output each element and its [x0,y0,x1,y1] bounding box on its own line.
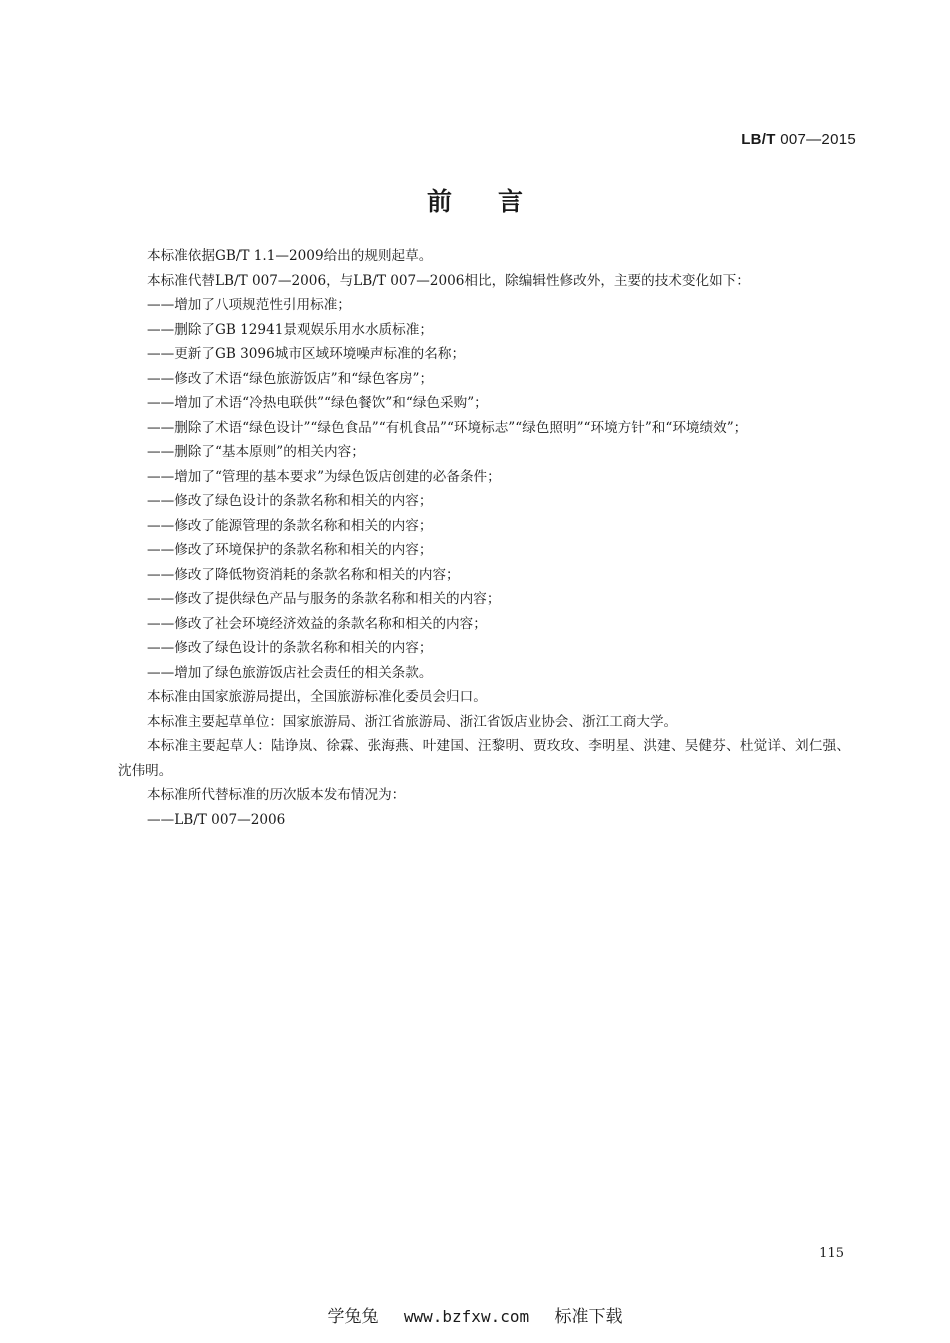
standard-code [741,131,856,148]
footer-site-name: 学兔兔 [327,1307,379,1327]
page-title: 前言 [426,187,569,216]
paragraph: 本标准主要起草人：陆诤岚、徐霖、张海燕、叶建国、汪黎明、贾玫玫、李明星、洪建、吴健芬、杜觉详、刘仁强、沈伟明。 [118,738,850,779]
standard-code-prefix: LB/T [741,131,776,148]
footer-watermark [0,1302,950,1327]
list-item: ——删除了“基本原则”的相关内容； [147,444,365,460]
list-item: ——修改了能源管理的条款名称和相关的内容； [147,517,433,534]
list-item: ——修改了绿色设计的条款名称和相关的内容； [147,493,433,509]
paragraph: 本标准主要起草单位：国家旅游局、浙江省旅游局、浙江省饭店业协会、浙江工商大学。 [147,713,678,730]
page-number: 115 [819,1246,844,1261]
list-item: ——增加了“管理的基本要求”为绿色饭店创建的必备条件； [147,468,501,485]
standard-code-number: 007—2015 [775,131,856,148]
list-item: ——删除了GB 12941景观娱乐用水水质标准； [147,321,433,338]
footer-tagline: 标准下载 [554,1307,623,1327]
paragraph: 本标准由国家旅游局提出，全国旅游标准化委员会归口。 [147,689,487,705]
footer-url-link[interactable]: www.bzfxw.com [403,1307,530,1326]
list-item: ——修改了术语“绿色旅游饭店”和“绿色客房”； [147,370,434,387]
list-item: ——增加了术语“冷热电联供”“绿色餐饮”和“绿色采购”； [147,395,488,411]
list-item: ——修改了环境保护的条款名称和相关的内容； [147,542,433,558]
list-item: ——修改了提供绿色产品与服务的条款名称和相关的内容； [147,591,501,607]
list-item: ——增加了八项规范性引用标准； [147,297,351,313]
list-item: ——更新了GB 3096城市区域环境噪声标准的名称； [147,346,466,362]
list-item: ——修改了降低物资消耗的条款名称和相关的内容； [147,566,460,583]
document-body [118,244,850,832]
list-item: ——删除了术语“绿色设计”“绿色食品”“有机食品”“环境标志”“绿色照明”“环境方针”和“环境绩效”； [147,419,748,436]
list-item: ——修改了社会环境经济效益的条款名称和相关的内容； [147,615,487,632]
list-item: ——增加了绿色旅游饭店社会责任的相关条款。 [147,664,433,681]
paragraph: 本标准所代替标准的历次版本发布情况为： [147,787,406,803]
paragraph: 本标准代替LB/T 007—2006，与LB/T 007—2006相比，除编辑性修改外，主要的技术变化如下： [147,272,750,289]
paragraph: 本标准依据GB/T 1.1—2009给出的规则起草。 [147,248,433,264]
list-item: ——LB/T 007—2006 [147,811,286,828]
list-item: ——修改了绿色设计的条款名称和相关的内容； [147,640,433,656]
